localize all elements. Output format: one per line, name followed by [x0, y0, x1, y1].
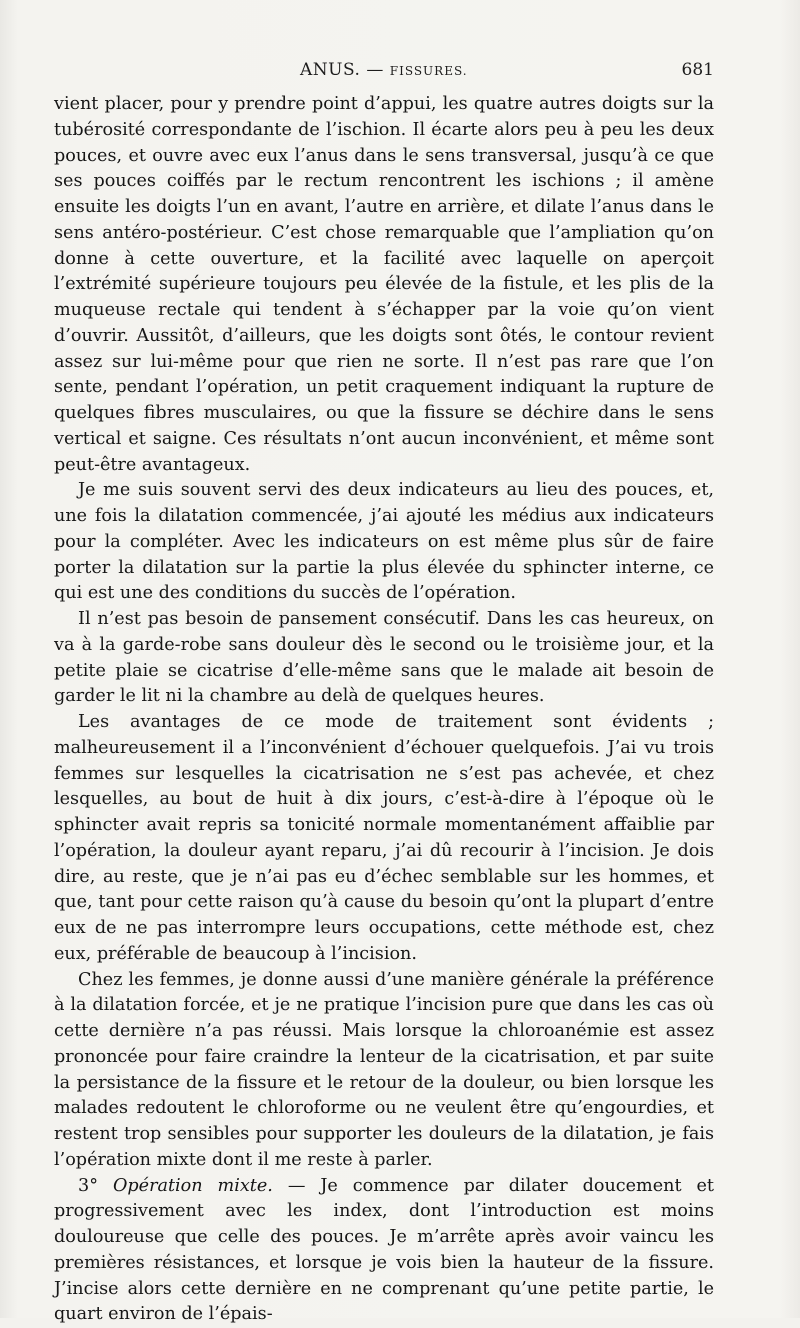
paragraph-2: Je me suis souvent servi des deux indicateurs au lieu des pouces, et, une fois la dilatation commencée, j’ai ajouté les médius aux indicateurs pour la compléter. Avec les indicateurs on est même plus sûr de faire porter la dilatation sur la partie la plus élevée du sphincter interne, ce qui est une des conditions du succès de l’opération. — [54, 478, 714, 607]
paragraph-6-text: — Je commence par dilater doucement et progressivement avec les index, dont l’introduction est moins douloureuse que celle des pouces. Je m’arrête après avoir vaincu les premières résistances, et lorsque je vois bien la hauteur de la fissure. J’incise alors cette dernière en ne comprenant qu’une petite partie, le quart environ de l’épais- — [54, 1176, 714, 1325]
paragraph-6 — [54, 1174, 714, 1328]
running-head — [300, 60, 468, 80]
paragraph-3: Il n’est pas besoin de pansement consécutif. Dans les cas heureux, on va à la garde-robe sans douleur dès le second ou le troisième jour, et la petite plaie se cicatrise d’elle-même sans que le malade ait besoin de garder le lit ni la chambre au delà de quelques heures. — [54, 607, 714, 710]
body-text — [54, 92, 714, 1328]
running-head-separator: — — [366, 60, 384, 80]
paragraph-1: vient placer, pour y prendre point d’appui, les quatre autres doigts sur la tubérosité correspondante de l’ischion. Il écarte alors peu à peu les deux pouces, et ouvre avec eux l’anus dans le sens transversal, jusqu’à ce que ses pouces coiffés par le rectum rencontrent les ischions ; il amène ensuite les doigts l’un en avant, l’autre en arrière, et dilate l’anus dans le sens antéro-postérieur. C’est chose remarquable que l’ampliation qu’on donne à cette ouverture, et la facilité avec laquelle on aperçoit l’extrémité supérieure toujours peu élevée de la fistule, et les plis de la muqueuse rectale qui tendent à s’échapper par la voie qu’on vient d’ouvrir. Aussitôt, d’ailleurs, que les doigts sont ôtés, le contour revient assez sur lui-même pour que rien ne sorte. Il n’est pas rare que l’on sente, pendant l’opération, un petit craquement indiquant la rupture de quelques fibres musculaires, ou que la fissure se déchire dans le sens vertical et saigne. Ces résultats n’ont aucun inconvénient, et même sont peut-être avantageux. — [54, 92, 714, 478]
section-heading: Opération mixte. — [113, 1176, 273, 1196]
section-number: 3° — [78, 1176, 113, 1196]
paragraph-5: Chez les femmes, je donne aussi d’une manière générale la préférence à la dilatation forcée, et je ne pratique l’incision pure que dans les cas où cette dernière n’a pas réussi. Mais lorsque la chloroanémie est assez prononcée pour faire craindre la lenteur de la cicatrisation, et par suite la persistance de la fissure et le retour de la douleur, ou bien lorsque les malades redoutent le chloroforme ou ne veulent être qu’engourdies, et restent trop sensibles pour supporter les douleurs de la dilatation, je fais l’opération mixte dont il me reste à parler. — [54, 968, 714, 1174]
running-head-main: ANUS. — [300, 60, 360, 80]
page-header — [54, 60, 714, 86]
paragraph-4: Les avantages de ce mode de traitement sont évidents ; malheureusement il a l’inconvénient d’échouer quelquefois. J’ai vu trois femmes sur lesquelles la cicatrisation ne s’est pas achevée, et chez lesquelles, au bout de huit à dix jours, c’est-à-dire à l’époque où le sphincter avait repris sa tonicité normale momentanément affaiblie par l’opération, la douleur ayant reparu, j’ai dû recourir à l’incision. Je dois dire, au reste, que je n’ai pas eu d’échec semblable sur les hommes, et que, tant pour cette raison qu’à cause du besoin qu’ont la plupart d’entre eux de ne pas interrompre leurs occupations, cette méthode est, chez eux, préférable de beaucoup à l’incision. — [54, 710, 714, 968]
running-head-sub: FISSURES. — [390, 64, 468, 78]
page-number: 681 — [682, 60, 714, 80]
